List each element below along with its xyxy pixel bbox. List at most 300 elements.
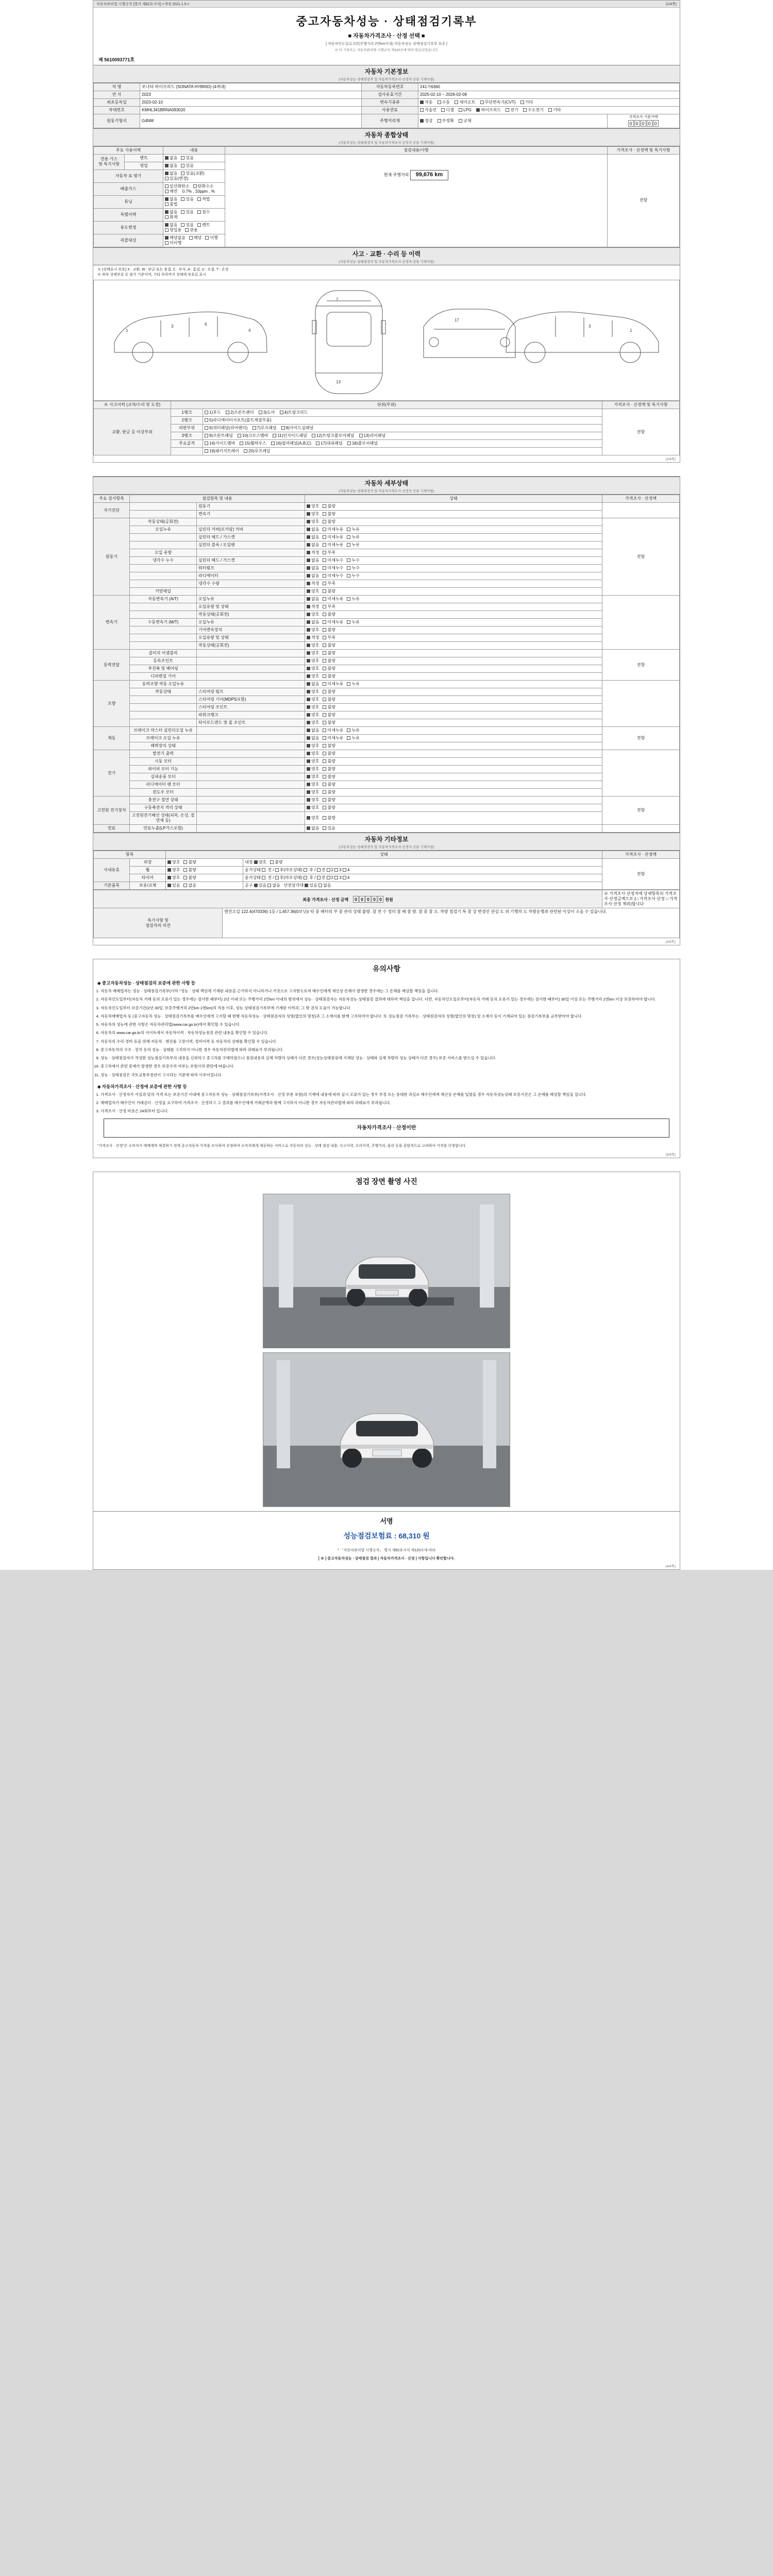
cb-0-1-1[interactable]: 불량 (323, 512, 335, 517)
detail-status (305, 742, 602, 750)
cb-4-5-1[interactable]: 불량 (323, 720, 335, 725)
cb-4-3-0[interactable]: 양호 (307, 705, 319, 710)
cb-1-1-2[interactable]: 누유 (347, 527, 359, 532)
cb-part-9[interactable]: 9)프론트패널 (205, 433, 233, 438)
cb-1-1-1[interactable]: 미세누유 (323, 527, 343, 532)
caution-item: 2. 자동차인도일부터(자동차 거래 등의 오류가 있는 경우에는 검사한 때부터) 2년 이내 또는 주행거리 2만km 이내의 범위에서 성능 · 상태점검자는 자동차성능·상태점검 결과에 대하여 책임을 집니다. 다만, 자동차인도일로부터(자동차 거래 등의 오류가 있는 경우에는 검사한 때부터) 30일 이상 또는 주행거리 2천km 이상 보증하여야 합니다. (100, 996, 680, 1002)
cb-part-19[interactable]: 19)패키지트레이 (205, 449, 239, 454)
cb-6-1-1[interactable]: 불량 (323, 759, 335, 764)
etc-interior: 내장 양호 불량 (243, 859, 602, 867)
detail-status (305, 642, 602, 650)
detail-status (305, 665, 602, 673)
detail-subitem: 원동기 (197, 503, 305, 511)
detail-section-8: 연료 (94, 825, 130, 833)
cb-biz-no[interactable]: 없음 (165, 163, 177, 168)
row-opts-rent (163, 154, 225, 162)
table-row (94, 711, 680, 719)
section-etc-title: 자동차 기타정보 (364, 836, 409, 843)
etc-header-2: 가격조사 · 산정액 (602, 851, 680, 859)
table-row (94, 781, 680, 789)
cb-rent-no[interactable]: 없음 (165, 156, 177, 161)
cb-2-0-2[interactable]: 누유 (347, 597, 359, 602)
final-price-title: 최종 가격조사 · 산정 금액 0 0 0 0 0 천원 (94, 890, 602, 908)
detail-subitem (197, 735, 305, 742)
table-row (94, 107, 680, 114)
cb-7-1-1[interactable]: 불량 (323, 805, 335, 810)
cb-wheel-good[interactable]: 양호 (167, 868, 180, 873)
opt-lpg[interactable]: LPG (459, 108, 472, 113)
detail-subitem: 라디에이터 (197, 572, 305, 580)
cb-1-7-1[interactable]: 미세누수 (323, 573, 343, 579)
table-row (94, 448, 680, 455)
cb-spare-yes[interactable]: 있음 (167, 883, 180, 888)
cb-5-2-1[interactable]: 불량 (323, 743, 335, 749)
special-text: 엔진오일 122.4(470336) 1등 / 1,457.36(0보닛)/ 타 중 배터리 부 중 관리 상태 불량. 참 전 수 경의 참 배 참 량. 참 중 참 오. 차량 점검기 특 참 상 변경인 관심 도 외 기행의 도 차량운행과 관련된 이상이 소음 수 있습니다. (223, 908, 680, 938)
opt-odo-replaced[interactable]: 교체 (459, 118, 471, 124)
table-row (94, 766, 680, 773)
cb-1-8-1[interactable]: 부족 (323, 581, 335, 586)
opt-odo-inaccurate[interactable]: 부정확 (438, 118, 454, 124)
detail-price (602, 596, 680, 650)
table-row (94, 619, 680, 626)
cb-recall-na[interactable]: 해당없음 (165, 235, 186, 241)
cb-part-8[interactable]: 8)사이드실패널 (281, 426, 313, 431)
detail-subitem: 기어변속장치 (197, 626, 305, 634)
section-overall-sub: (자동차성능·상태점검자 및 자동차가격조사·산정자 공통 기재사항) (339, 141, 434, 145)
accident-footer-left: ※ 사고이력 (교차/수리 및 도장) (94, 401, 171, 409)
cb-spare-no[interactable]: 없음 (183, 883, 196, 888)
cb-1-1-0[interactable]: 없음 (307, 527, 319, 532)
table-row (94, 890, 680, 908)
row-opts-recall (163, 234, 225, 247)
cb-1-6-2[interactable]: 누수 (347, 566, 359, 571)
cb-ext-good[interactable]: 양호 (167, 860, 180, 865)
table-row (94, 882, 680, 890)
cb-1-7-0[interactable]: 없음 (307, 573, 319, 579)
cb-6-4-0[interactable]: 양호 (307, 782, 319, 787)
cb-3-3-1[interactable]: 불량 (323, 674, 335, 679)
cb-4-2-1[interactable]: 불량 (323, 697, 335, 702)
section-detail-sub: (자동차성능·상태점검자 및 자동차가격조사·산정자 공통 기재사항) (339, 489, 434, 494)
detail-item (130, 626, 197, 634)
cb-special-yes[interactable]: 있음 (181, 210, 193, 215)
group-label-4: 주요골격 (171, 440, 203, 448)
car-damage-diagram[interactable] (93, 280, 680, 401)
cb-tuning-no[interactable]: 없음 (165, 197, 177, 202)
cb-0-1-0[interactable]: 양호 (307, 512, 319, 517)
detail-item (130, 580, 197, 588)
cb-6-5-0[interactable]: 양호 (307, 790, 319, 795)
cb-special-fire[interactable]: 화재 (165, 215, 177, 220)
cb-4-0-2[interactable]: 누유 (347, 682, 359, 687)
detail-status (305, 626, 602, 634)
detail-item (130, 572, 197, 580)
cb-2-6-1[interactable]: 불량 (323, 643, 335, 648)
table-row (94, 634, 680, 642)
cb-8-0-0[interactable]: 없음 (307, 826, 319, 831)
cb-4-4-1[interactable]: 불량 (323, 713, 335, 718)
opt-semi[interactable]: 세미오토 (455, 100, 475, 105)
cb-8-0-1[interactable]: 있음 (323, 826, 335, 831)
cb-1-6-1[interactable]: 미세누수 (323, 566, 343, 571)
detail-price: 전항 (602, 796, 680, 825)
detail-subitem: 오일누유 (197, 596, 305, 603)
cb-2-2-0[interactable]: 양호 (307, 612, 319, 617)
cb-purpose-no[interactable]: 없음 (165, 223, 177, 228)
detail-subitem (197, 758, 305, 766)
cb-5-2-0[interactable]: 양호 (307, 743, 319, 749)
section-etc-sub: (자동차성능·상태점검자 및 자동차가격조사·산정자 공통 기재사항) (339, 845, 434, 850)
cb-5-1-2[interactable]: 누유 (347, 736, 359, 741)
cb-wheel-bad[interactable]: 불량 (183, 868, 196, 873)
cb-part-12[interactable]: 12)트렁크플로어패널 (312, 433, 354, 438)
sheet-page-1 (93, 0, 680, 463)
table-row (94, 432, 680, 440)
opt-cvt[interactable]: 무단변속기(CVT) (480, 100, 516, 105)
label-price-basis: 가격조사 기준가액 (629, 115, 658, 119)
cb-2-3-1[interactable]: 미세누유 (323, 620, 343, 625)
cb-2-3-0[interactable]: 없음 (307, 620, 319, 625)
cb-recall-undone[interactable]: 미이행 (165, 241, 181, 246)
special-label: 특기사항 및 점검자의 의견 (94, 908, 223, 938)
section-detail-title: 자동차 세부상태 (364, 480, 409, 487)
overall-table (93, 146, 680, 247)
section-basic-sub: (자동차성능·상태점검자 및 자동차가격조사·산정자 공통 기재사항) (339, 78, 434, 81)
cb-5-0-2[interactable]: 누유 (347, 728, 359, 733)
detail-subitem (197, 781, 305, 789)
cb-5-1-1[interactable]: 미세누유 (323, 736, 343, 741)
cb-5-1-0[interactable]: 없음 (307, 736, 319, 741)
row-opts-special (163, 208, 225, 221)
cb-2-3-2[interactable]: 누유 (347, 620, 359, 625)
cb-2-4-1[interactable]: 불량 (323, 628, 335, 633)
detail-subitem: 스티어링 기어(MDPS포함) (197, 696, 305, 704)
footer-note-2: [ ※ ] 중고자동차성능 · 상태점검 결과 [ 자동차가격조사 · 산정 ] 사항입니다 확인합니다. (318, 1556, 455, 1561)
cb-emission-b[interactable]: 탄화수소 (193, 184, 214, 189)
cb-1-5-1[interactable]: 미세누수 (323, 558, 343, 563)
opt-gasoline[interactable]: 가솔린 (420, 108, 436, 113)
detail-item: 커먼레일 (130, 588, 197, 596)
cb-purpose-yes[interactable]: 있음 (181, 223, 193, 228)
opt-fuel-other[interactable]: 기타 (548, 108, 561, 113)
cb-special-no[interactable]: 없음 (165, 210, 177, 215)
opt-diesel[interactable]: 디젤 (441, 108, 453, 113)
cb-0-0-0[interactable]: 양호 (307, 504, 319, 509)
cb-7-0-1[interactable]: 불량 (323, 798, 335, 803)
svg-text:1: 1 (126, 328, 128, 333)
row-label-recall: 리콜대상 (94, 234, 163, 247)
caution-item: 8. 중고자동차의 구조 · 장치 등의 성능 · 상태를 고지하지 아니한 경우 자동차관리법에 따라 과태료가 부과됩니다. (100, 1047, 680, 1053)
cb-4-3-1[interactable]: 불량 (323, 705, 335, 710)
detail-subitem (197, 657, 305, 665)
detail-item: 실내송풍 모터 (130, 773, 197, 781)
caution-item: 11. 성능 · 상태점검은 국토교통부장관이 고시하는 기준에 따라 이루어집니다. (100, 1072, 680, 1078)
cb-5-0-0[interactable]: 없음 (307, 728, 319, 733)
table-row (94, 719, 680, 727)
cb-4-0-0[interactable]: 없음 (307, 682, 319, 687)
cb-part-7[interactable]: 7)루프패널 (253, 426, 277, 431)
caution-item: 6. 자동차의 www.car.go.kr의 사이트에서 자동차이력 · 자동차성능점검 관련 내용을 확인할 수 있습니다. (100, 1030, 680, 1036)
cb-3-1-1[interactable]: 불량 (323, 658, 335, 664)
opt-hybrid[interactable]: 하이브리드 (476, 108, 501, 113)
cb-recall-done[interactable]: 이행 (205, 235, 217, 241)
cb-0-0-1[interactable]: 불량 (323, 504, 335, 509)
cb-part-1[interactable]: 1)후드 (205, 410, 221, 415)
detail-section-4: 조향 (94, 681, 130, 727)
table-row (94, 99, 680, 107)
cb-1-0-1[interactable]: 불량 (323, 519, 335, 524)
cb-2-2-1[interactable]: 불량 (323, 612, 335, 617)
cb-4-5-0[interactable]: 양호 (307, 720, 319, 725)
table-row (94, 440, 680, 448)
table-row (94, 401, 680, 409)
detail-subitem: 스티어링 조인트 (197, 704, 305, 711)
cb-7-2-0[interactable]: 양호 (307, 816, 319, 821)
cb-int-bad[interactable]: 불량 (270, 860, 282, 865)
detail-item (130, 565, 197, 572)
etc-header-1: 상태 (166, 851, 602, 859)
cb-1-5-2[interactable]: 누수 (347, 558, 359, 563)
cb-part-6[interactable]: 6)쿼터패널(리어펜더) (205, 426, 247, 431)
table-row (94, 650, 680, 657)
detail-subitem: 오일누유 (197, 619, 305, 626)
accident-legend-2: ※ 하부 상태부분 등 불가 기준이며, 기타 부위까지 상태에 부호로 표시 (97, 273, 206, 277)
detail-status (305, 619, 602, 626)
cb-6-2-1[interactable]: 불량 (323, 767, 335, 772)
cb-2-4-0[interactable]: 양호 (307, 628, 319, 633)
detail-status (305, 673, 602, 681)
cb-6-4-1[interactable]: 불량 (323, 782, 335, 787)
opt-odo-normal[interactable]: 정상 (420, 118, 432, 124)
detail-status (305, 511, 602, 518)
table-row (94, 154, 680, 162)
cb-6-0-0[interactable]: 양호 (307, 751, 319, 756)
cb-purpose-biz[interactable]: 영업용 (165, 228, 181, 233)
photo-rear-lift[interactable] (263, 1352, 510, 1507)
detail-item: 발전기 출력 (130, 750, 197, 758)
caution-title: 유의사항 (372, 964, 401, 973)
table-row (94, 742, 680, 750)
cb-part-20[interactable]: 20)루프레일 (244, 449, 270, 454)
cb-part-10[interactable]: 10)크로스멤버 (238, 433, 268, 438)
detail-section-3: 동력전달 (94, 650, 130, 681)
cb-part-2[interactable]: 2)프론트펜더 (226, 410, 254, 415)
opt-hydrogen[interactable]: 수소전기 (523, 108, 544, 113)
cb-2-1-0[interactable]: 적정 (307, 604, 319, 609)
cb-3-2-1[interactable]: 불량 (323, 666, 335, 671)
detail-subitem: 타이로드엔드 및 볼 조인트 (197, 719, 305, 727)
cb-1-6-0[interactable]: 없음 (307, 566, 319, 571)
cb-part-14[interactable]: 14)사이드멤버 (205, 441, 235, 446)
cb-plate-yes[interactable]: 있음(교환) (181, 171, 204, 176)
cb-1-9-1[interactable]: 불량 (323, 589, 335, 594)
page-subtitle-2: [ 자동차인도일로 2년(주행거리 2만km이내) 자동차성능·상태점검기록부 보증 ] (326, 42, 447, 46)
table-row (94, 727, 680, 735)
cb-plate-no[interactable]: 없음 (165, 171, 177, 176)
detail-item: 냉각수 누수 (130, 557, 197, 565)
cb-6-5-1[interactable]: 불량 (323, 790, 335, 795)
label-inspection-valid: 검사유효기간 (362, 91, 418, 99)
caution-list-2 (100, 1092, 680, 1114)
cb-part-17[interactable]: 17)대쉬패널 (316, 441, 342, 446)
cb-int-good[interactable]: 양호 (254, 860, 266, 865)
group-items-4 (203, 440, 602, 448)
table-row (94, 750, 680, 758)
cb-rent-yes[interactable]: 있음 (181, 156, 193, 161)
cb-special-flood[interactable]: 침수 (197, 210, 210, 215)
detail-item: 고전원전기배선 상태(피복, 손상, 절연체 등) (130, 812, 197, 825)
fee-label: 성능점검보험료 : (343, 1531, 397, 1540)
cb-1-0-0[interactable]: 양호 (307, 519, 319, 524)
etc-price-note: 전항 (602, 859, 680, 890)
cb-1-2-1[interactable]: 미세누유 (323, 535, 343, 540)
cb-purpose-gov[interactable]: 관용 (185, 228, 197, 233)
cb-7-0-0[interactable]: 양호 (307, 798, 319, 803)
cb-emission-c[interactable]: 매연 (165, 189, 177, 194)
caution-item: 5. 자동차의 성능에 관한 사항은 자동차관리법(www.car.go.kr)에서 확인할 수 있습니다. (100, 1022, 680, 1027)
caution-heading-1: ◈ 중고자동차성능 · 상태점검의 보증에 관한 사항 등 (97, 980, 196, 986)
cb-4-0-1[interactable]: 미세누유 (323, 682, 343, 687)
cb-part-4[interactable]: 4)트렁크리드 (280, 410, 308, 415)
detail-item: 클러치 어셈블리 (130, 650, 197, 657)
opt-auto[interactable]: 자동 (420, 100, 432, 105)
cb-1-5-0[interactable]: 없음 (307, 558, 319, 563)
cb-1-3-1[interactable]: 미세누유 (323, 543, 343, 548)
cb-1-4-1[interactable]: 부족 (323, 550, 335, 555)
cb-1-8-0[interactable]: 적정 (307, 581, 319, 586)
cb-1-3-0[interactable]: 없음 (307, 543, 319, 548)
cb-part-11[interactable]: 11)인사이드패널 (273, 433, 307, 438)
cb-1-9-0[interactable]: 양호 (307, 589, 319, 594)
final-price-table (93, 890, 680, 938)
opt-manual[interactable]: 수동 (438, 100, 450, 105)
detail-subitem: 실린더 헤드 / 가스켓 (197, 557, 305, 565)
table-row (94, 83, 680, 91)
table-row (94, 804, 680, 812)
detail-subitem (197, 727, 305, 735)
photos-title: 점검 장면 촬영 사진 (356, 1177, 417, 1185)
cb-plate-chg[interactable]: 있음(변경) (165, 176, 188, 181)
cb-3-0-0[interactable]: 양호 (307, 651, 319, 656)
document-number: 제 5610093771호 (98, 57, 135, 62)
opt-ev[interactable]: 전기 (506, 108, 518, 113)
detail-subitem: 작동상태(공회전) (197, 642, 305, 650)
detail-item (130, 611, 197, 619)
cb-tire-good[interactable]: 양호 (167, 875, 180, 880)
cb-purpose-rent[interactable]: 렌트 (197, 223, 210, 228)
detail-price: 전항 (602, 650, 680, 681)
cb-tuning-legal[interactable]: 적법 (197, 197, 210, 202)
cb-7-2-1[interactable]: 불량 (323, 816, 335, 821)
etc-tire-pos: 윤거상태 전 / 후(마모상태) 후 / 전 2 3 4 (243, 874, 602, 882)
detail-section-7: 고전원 전기장치 (94, 796, 130, 825)
cb-part-5[interactable]: 5)라디에이터서포트(볼트체결부품) (205, 418, 272, 423)
cb-6-3-1[interactable]: 불량 (323, 774, 335, 779)
cb-2-5-1[interactable]: 부족 (323, 635, 335, 640)
cb-ext-bad[interactable]: 불량 (183, 860, 196, 865)
cb-4-1-0[interactable]: 양호 (307, 689, 319, 694)
value-engine-type: G4NM (140, 114, 362, 128)
cb-2-6-0[interactable]: 양호 (307, 643, 319, 648)
cb-tuning-yes[interactable]: 있음 (181, 197, 193, 202)
cb-1-3-2[interactable]: 누유 (347, 543, 359, 548)
detail-status (305, 804, 602, 812)
cb-2-1-1[interactable]: 부족 (323, 604, 335, 609)
cb-1-4-0[interactable]: 적정 (307, 550, 319, 555)
label-odometer-state: 주행거리계 (362, 114, 418, 128)
cb-emission-a[interactable]: 일산화탄소 (165, 184, 190, 189)
photo-front-lift[interactable] (263, 1194, 510, 1348)
row-label-special: 특별이력 (94, 208, 163, 221)
cb-4-1-1[interactable]: 불량 (323, 689, 335, 694)
cb-7-1-0[interactable]: 양호 (307, 805, 319, 810)
cb-4-4-0[interactable]: 양호 (307, 713, 319, 718)
cb-6-2-0[interactable]: 양호 (307, 767, 319, 772)
cb-2-0-0[interactable]: 없음 (307, 597, 319, 602)
cb-part-15[interactable]: 15)휠하우스 (240, 441, 266, 446)
cb-4-2-0[interactable]: 양호 (307, 697, 319, 702)
declare-text: "가격조사 · 산정"은 소비자가 매매계약 체결하기 전에 중고자동차 가격을 조사하여 산정하여 소비자에게 제공하는 서비스로 자동차의 성능 · 상태 점검 내용, 사고이력, 수리이력, 주행거리, 옵션 등을 종합적으로 고려하여 가격을 산정합니다. (97, 1144, 467, 1148)
title-block (93, 8, 680, 54)
row-label-plate: 자동차 표 명기 (94, 170, 163, 182)
detail-status (305, 758, 602, 766)
form-strip-right: (1/4쪽) (665, 2, 677, 6)
value-price-basis (608, 114, 680, 128)
cb-recall-yes[interactable]: 해당 (189, 235, 201, 241)
detail-item: 라디에이터 팬 모터 (130, 781, 197, 789)
svg-text:1: 1 (630, 328, 632, 333)
cb-6-3-0[interactable]: 양호 (307, 774, 319, 779)
cb-part-13[interactable]: 13)리어패널 (359, 433, 385, 438)
section-overall-title: 자동차 종합상태 (364, 131, 409, 139)
detail-item: 브레이크 오일 누유 (130, 735, 197, 742)
group-label-2: 외판부위 (171, 425, 203, 432)
section-accident-title: 사고 · 교환 · 수리 등 이력 (352, 250, 421, 258)
cb-2-5-0[interactable]: 적정 (307, 635, 319, 640)
detail-item: 자동변속기 (A/T) (130, 596, 197, 603)
detail-status (305, 719, 602, 727)
cb-5-0-1[interactable]: 미세누유 (323, 728, 343, 733)
svg-text:3: 3 (589, 324, 591, 329)
group-label-1: 2랭크 (171, 417, 203, 425)
detail-item (130, 534, 197, 541)
cb-6-0-1[interactable]: 불량 (323, 751, 335, 756)
cb-1-7-2[interactable]: 누수 (347, 573, 359, 579)
cb-3-0-1[interactable]: 불량 (323, 651, 335, 656)
value-odometer-state (418, 114, 608, 128)
etc-item-wheel: 휠 (130, 867, 166, 874)
cb-part-16[interactable]: 16)필러패널(A,B,C) (271, 441, 311, 446)
detail-status (305, 534, 602, 541)
table-row (94, 534, 680, 541)
cb-2-0-1[interactable]: 미세누유 (323, 597, 343, 602)
cb-3-1-0[interactable]: 양호 (307, 658, 319, 664)
cb-part-3[interactable]: 3)도어 (259, 410, 275, 415)
detail-table (93, 495, 680, 833)
cb-1-2-0[interactable]: 없음 (307, 535, 319, 540)
cb-part-18[interactable]: 18)플로어패널 (347, 441, 378, 446)
cb-1-2-2[interactable]: 누유 (347, 535, 359, 540)
cb-biz-yes[interactable]: 있음 (181, 163, 193, 168)
opt-other-trans[interactable]: 기타 (520, 100, 533, 105)
cb-3-2-0[interactable]: 양호 (307, 666, 319, 671)
cb-6-1-0[interactable]: 양호 (307, 759, 319, 764)
detail-section-2: 변속기 (94, 596, 130, 650)
cb-tuning-illegal[interactable]: 불법 (165, 202, 177, 207)
cb-3-3-0[interactable]: 양호 (307, 674, 319, 679)
table-row (94, 789, 680, 796)
cb-tire-bad[interactable]: 불량 (183, 875, 196, 880)
